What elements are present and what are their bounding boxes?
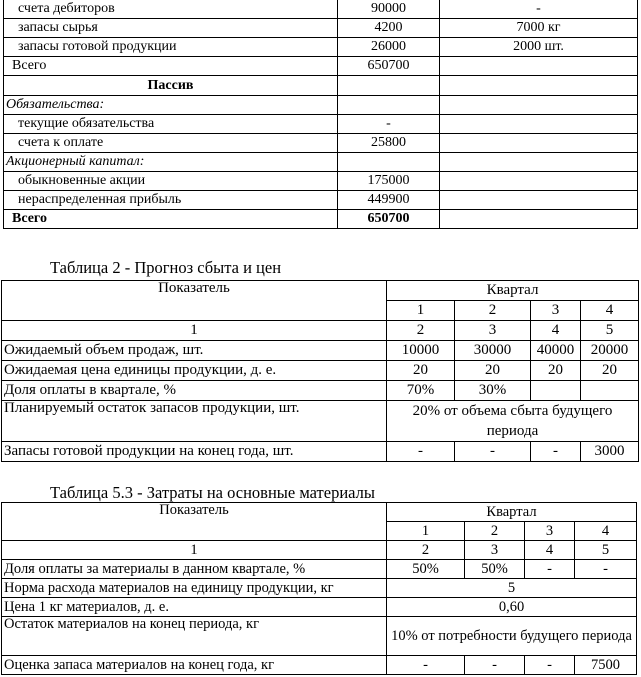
row-value: 20 bbox=[531, 361, 581, 381]
row-value: 20000 bbox=[581, 341, 639, 361]
row-value: 3000 bbox=[581, 442, 639, 462]
passive-header: Пассив bbox=[4, 76, 338, 96]
row-label: текущие обязательства bbox=[4, 115, 338, 134]
grand-total-value: 650700 bbox=[338, 210, 440, 229]
table-row bbox=[2, 381, 639, 401]
column-number: 5 bbox=[581, 321, 639, 341]
quarter-header: Квартал bbox=[387, 281, 639, 301]
row-value bbox=[531, 381, 581, 401]
liabilities-section-label: Обязательства: bbox=[4, 96, 338, 115]
quarter-number: 1 bbox=[387, 522, 465, 541]
row-value: 70% bbox=[387, 381, 455, 401]
row-label: Запасы готовой продукции на конец года, шт. bbox=[2, 442, 387, 462]
quarter-number: 4 bbox=[575, 522, 637, 541]
quarter-number: 2 bbox=[465, 522, 525, 541]
row-label: Оценка запаса материалов на конец года, кг bbox=[2, 656, 387, 675]
column-number: 3 bbox=[455, 321, 531, 341]
table-row bbox=[4, 38, 638, 57]
grand-total-label: Всего bbox=[4, 210, 338, 229]
table3-caption: Таблица 5.3 - Затраты на основные материалы bbox=[50, 483, 375, 502]
row-value: - bbox=[525, 656, 575, 675]
row-label: нераспределенная прибыль bbox=[4, 191, 338, 210]
row-value: 50% bbox=[387, 560, 465, 579]
table-row bbox=[4, 19, 638, 38]
norm-value: 5 bbox=[387, 579, 637, 598]
remainder-value: 10% от потребности будущего периода bbox=[387, 617, 637, 656]
row-label: Ожидаемая цена единицы продукции, д. е. bbox=[2, 361, 387, 381]
empty-cell bbox=[338, 96, 440, 115]
row-value: 30000 bbox=[455, 341, 531, 361]
empty-cell bbox=[440, 134, 638, 153]
table-row bbox=[2, 503, 637, 522]
column-number: 5 bbox=[575, 541, 637, 560]
row-value: 25800 bbox=[338, 134, 440, 153]
column-number: 1 bbox=[2, 321, 387, 341]
table-row bbox=[4, 115, 638, 134]
empty-cell bbox=[440, 153, 638, 172]
row-value: 50% bbox=[465, 560, 525, 579]
row-value: 26000 bbox=[338, 38, 440, 57]
row-note: 2000 шт. bbox=[440, 38, 638, 57]
indicator-header: Показатель bbox=[2, 503, 387, 541]
column-number: 2 bbox=[387, 321, 455, 341]
empty-cell bbox=[440, 57, 638, 76]
sales-forecast-table bbox=[1, 280, 639, 462]
row-value: - bbox=[525, 560, 575, 579]
row-label: Ожидаемый объем продаж, шт. bbox=[2, 341, 387, 361]
table2-caption: Таблица 2 - Прогноз сбыта и цен bbox=[50, 258, 282, 277]
row-label: счета к оплате bbox=[4, 134, 338, 153]
row-note: - bbox=[440, 0, 638, 19]
equity-section-label: Акционерный капитал: bbox=[4, 153, 338, 172]
row-value: - bbox=[575, 560, 637, 579]
quarter-number: 3 bbox=[531, 301, 581, 321]
row-note: 7000 кг bbox=[440, 19, 638, 38]
row-label: запасы сырья bbox=[4, 19, 338, 38]
row-value: - bbox=[387, 656, 465, 675]
material-costs-table bbox=[1, 502, 637, 675]
row-value: 175000 bbox=[338, 172, 440, 191]
row-label: Планируемый остаток запасов продукции, шт. bbox=[2, 401, 387, 442]
quarter-number: 1 bbox=[387, 301, 455, 321]
row-label: Доля оплаты в квартале, % bbox=[2, 381, 387, 401]
empty-cell bbox=[440, 115, 638, 134]
table-row bbox=[4, 134, 638, 153]
row-value: - bbox=[338, 115, 440, 134]
table-row bbox=[4, 76, 638, 96]
table-row bbox=[4, 0, 638, 19]
table-row bbox=[2, 579, 637, 598]
price-value: 0,60 bbox=[387, 598, 637, 617]
balance-table bbox=[3, 0, 638, 229]
empty-cell bbox=[338, 76, 440, 96]
empty-cell bbox=[440, 210, 638, 229]
table-row bbox=[2, 321, 639, 341]
table-row bbox=[2, 442, 639, 462]
table-row bbox=[2, 401, 639, 442]
column-number: 1 bbox=[2, 541, 387, 560]
row-value: 30% bbox=[455, 381, 531, 401]
table-row bbox=[4, 210, 638, 229]
column-number: 3 bbox=[465, 541, 525, 560]
table-row bbox=[4, 57, 638, 76]
empty-cell bbox=[440, 172, 638, 191]
row-label: обыкновенные акции bbox=[4, 172, 338, 191]
table-row bbox=[2, 598, 637, 617]
row-value: - bbox=[531, 442, 581, 462]
column-number: 2 bbox=[387, 541, 465, 560]
row-label: Доля оплаты за материалы в данном квартале, % bbox=[2, 560, 387, 579]
row-value: 449900 bbox=[338, 191, 440, 210]
row-value: - bbox=[465, 656, 525, 675]
table-row bbox=[2, 560, 637, 579]
column-number: 4 bbox=[525, 541, 575, 560]
table-row bbox=[2, 541, 637, 560]
row-value: - bbox=[387, 442, 455, 462]
assets-total-label: Всего bbox=[4, 57, 338, 76]
row-value: 90000 bbox=[338, 0, 440, 19]
empty-cell bbox=[338, 153, 440, 172]
quarter-number: 3 bbox=[525, 522, 575, 541]
empty-cell bbox=[440, 191, 638, 210]
table-row bbox=[4, 96, 638, 115]
row-value: 7500 bbox=[575, 656, 637, 675]
planned-remainder-value: 20% от объема сбыта будущего периода bbox=[387, 401, 639, 442]
row-value: 20 bbox=[387, 361, 455, 381]
row-label: Цена 1 кг материалов, д. е. bbox=[2, 598, 387, 617]
row-value: 40000 bbox=[531, 341, 581, 361]
column-number: 4 bbox=[531, 321, 581, 341]
quarter-header: Квартал bbox=[387, 503, 637, 522]
quarter-number: 2 bbox=[455, 301, 531, 321]
table-row bbox=[2, 361, 639, 381]
row-value: 20 bbox=[581, 361, 639, 381]
row-label: Остаток материалов на конец периода, кг bbox=[2, 617, 387, 656]
row-label: Норма расхода материалов на единицу продукции, кг bbox=[2, 579, 387, 598]
row-value: 10000 bbox=[387, 341, 455, 361]
row-value: 4200 bbox=[338, 19, 440, 38]
table-row bbox=[2, 617, 637, 656]
row-value: - bbox=[455, 442, 531, 462]
table-row bbox=[4, 153, 638, 172]
table-row bbox=[2, 341, 639, 361]
row-label: счета дебиторов bbox=[4, 0, 338, 19]
assets-total-value: 650700 bbox=[338, 57, 440, 76]
empty-cell bbox=[440, 96, 638, 115]
row-label: запасы готовой продукции bbox=[4, 38, 338, 57]
quarter-number: 4 bbox=[581, 301, 639, 321]
table-row bbox=[2, 656, 637, 675]
table-row bbox=[4, 172, 638, 191]
row-value: 20 bbox=[455, 361, 531, 381]
row-value bbox=[581, 381, 639, 401]
empty-cell bbox=[440, 76, 638, 96]
indicator-header: Показатель bbox=[2, 281, 387, 321]
table-row bbox=[4, 191, 638, 210]
table-row bbox=[2, 281, 639, 301]
